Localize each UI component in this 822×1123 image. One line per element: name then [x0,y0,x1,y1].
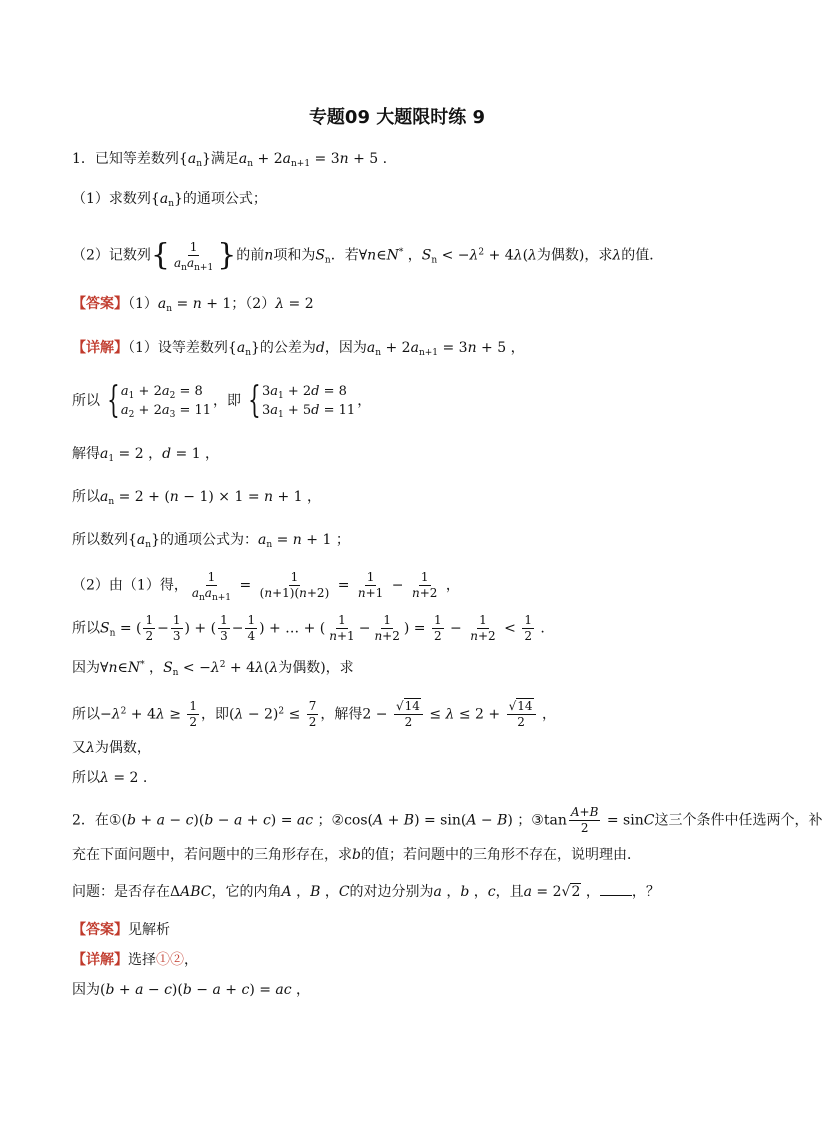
q1-detail-part2-frac: （2）由（1）得， $\frac{1}{a_na_{n+1}}$ = $\frac{1}{(n+1)(n+2)}$ = $\frac{1}{n+1}$ − $\frac{1}{n+2}$ ， [72,570,460,603]
q2-statement-line1: 2．在①(b + a − c)(b − a + c) = ac ；②cos(A + B) = sin(A − B) ；③tan $\frac{A+B}{2}$ = sinC这三个条件中任选两个，补 [72,805,822,835]
q2-statement-line2: 充在下面问题中，若问题中的三角形存在，求b的值；若问题中的三角形不存在，说明理由． [72,847,641,863]
q1-detail-solve: 解得$a_1 = 2$ ，d = 1 ， [72,446,220,464]
q1-statement: 1．已知等差数列$\{a_n\}$满足$a_n + 2a_{n+1} = 3n + 5$ . [72,151,388,169]
q2-detail-line1: 【详解】选择①②， [72,952,198,968]
page-title: 专题09 大题限时练 9 [308,107,486,128]
q1-detail-an: 所以$a_n = 2 + (n - 1) \times 1 = n + 1$ ， [72,489,322,507]
q1-part2: （2）记数列{ $\frac{1}{a_na_{n+1}}$ }的前n项和为$S_n$．若∀n∈N* ，$S_n < -\lambda^2 + 4\lambda(\lambda$为偶数)，求λ的值． [72,237,664,273]
answer-blank [600,883,632,896]
q2-answer: 【答案】见解析 [72,922,170,938]
q1-detail-sum: 所以$S_n$ = ( $\frac{1}{2}$ − $\frac{1}{3}$ ) + ( $\frac{1}{3}$ − $\frac{1}{4}$ ) + … + ( $\frac{1}{n+1}$ − $\frac{1}{n+2}$ ) = $\frac{1}{2}$ − $\frac{1}{n+2}$ < $\frac{1}{2}$ . [72,613,545,643]
q2-question: 问题：是否存在ΔABC，它的内角A ，B ，C的对边分别为a ，b ，c，且a = 2√2 ， ，？ [72,884,660,900]
q1-detail-even: 又λ为偶数， [72,740,151,756]
q1-detail-ineq: 所以$-\lambda^2 + 4\lambda$ ≥ $\frac{1}{2}$ ，即$(\lambda - 2)^2$ ≤ $\frac{7}{2}$ ，解得2 − $\frac{√14}{2}$ ≤ λ ≤ 2 + $\frac{√14}{2}$ ， [72,699,556,729]
q2-detail-line2: 因为(b + a − c)(b − a + c) = ac ， [72,982,311,998]
q1-detail-because: 因为∀n∈N* ，$S_n < -\lambda^2 + 4\lambda(\lambda$为偶数)，求 [72,660,354,678]
q1-part1: （1）求数列$\{a_n\}$的通项公式； [72,191,267,209]
q1-detail-general: 所以数列$\{a_n\}$的通项公式为：$a_n = n + 1$ ； [72,532,350,550]
q1-answer: 【答案】$(1)a_n = n + 1$；（2）λ = 2 [72,296,314,314]
q1-detail-line1: 【详解】（1）设等差数列$\{a_n\}$的公差为d，因为$a_n + 2a_{n+1} = 3n + 5$ ， [72,340,525,358]
q1-detail-system: 所以 { $a_1 + 2a_2 = 8$ $a_2 + 2a_3 = 11$ ，即 { $3a_1 + 2d = 8$ $3a_1 + 5d = 11$ ， [72,380,372,421]
q1-detail-final: 所以λ = 2 . [72,770,148,786]
